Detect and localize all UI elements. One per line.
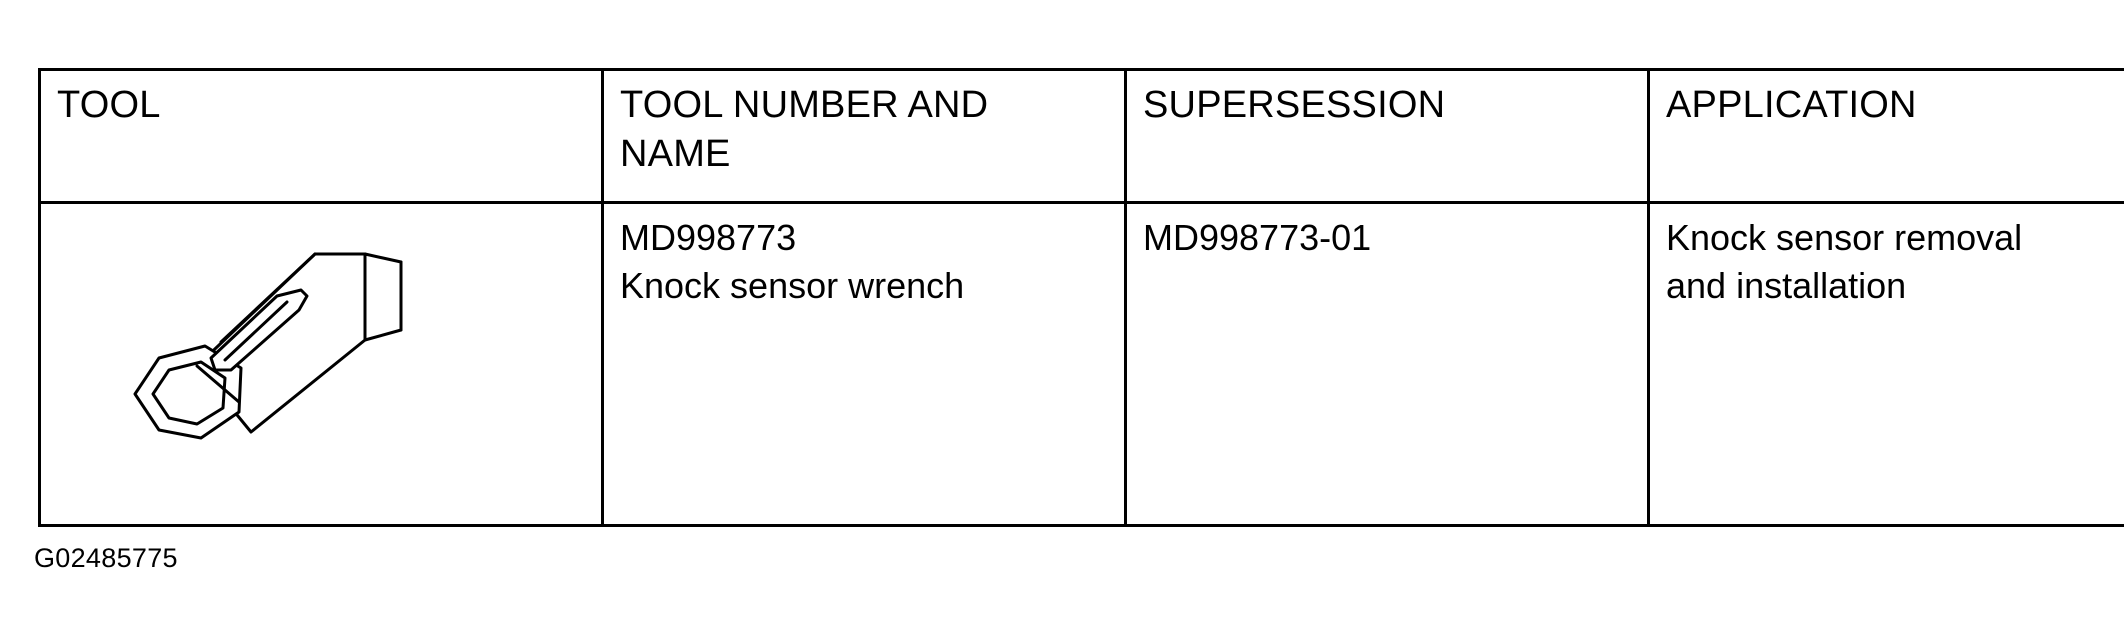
column-header-tool-label: TOOL xyxy=(57,84,161,126)
knock-sensor-wrench-icon xyxy=(101,218,441,448)
tool-name: Knock sensor wrench xyxy=(620,264,965,306)
application-line1: Knock sensor removal xyxy=(1666,217,2023,258)
column-header-supersession-label: SUPERSESSION xyxy=(1143,84,1446,126)
cell-tool-image xyxy=(40,203,603,526)
column-header-application xyxy=(1649,70,2124,203)
tool-number: MD998773 xyxy=(620,217,797,258)
column-header-tool-number-line1: TOOL NUMBER AND xyxy=(620,84,989,126)
figure-caption: G02485775 xyxy=(34,543,178,573)
column-header-tool-number-line2: NAME xyxy=(620,132,731,175)
table-row xyxy=(40,203,2124,526)
cell-application xyxy=(1649,203,2124,526)
cell-tool-number-and-name xyxy=(603,203,1126,526)
table-body xyxy=(40,203,2124,526)
special-tool-table xyxy=(38,68,2124,527)
cell-supersession xyxy=(1126,203,1649,526)
table-header xyxy=(40,70,2124,203)
column-header-tool-number-and-name xyxy=(603,70,1126,203)
table-header-row xyxy=(40,70,2124,203)
application-line2: and installation xyxy=(1666,264,1907,306)
supersession-number: MD998773-01 xyxy=(1143,217,1372,258)
column-header-tool xyxy=(40,70,603,203)
column-header-supersession xyxy=(1126,70,1649,203)
column-header-application-label: APPLICATION xyxy=(1666,84,1917,126)
